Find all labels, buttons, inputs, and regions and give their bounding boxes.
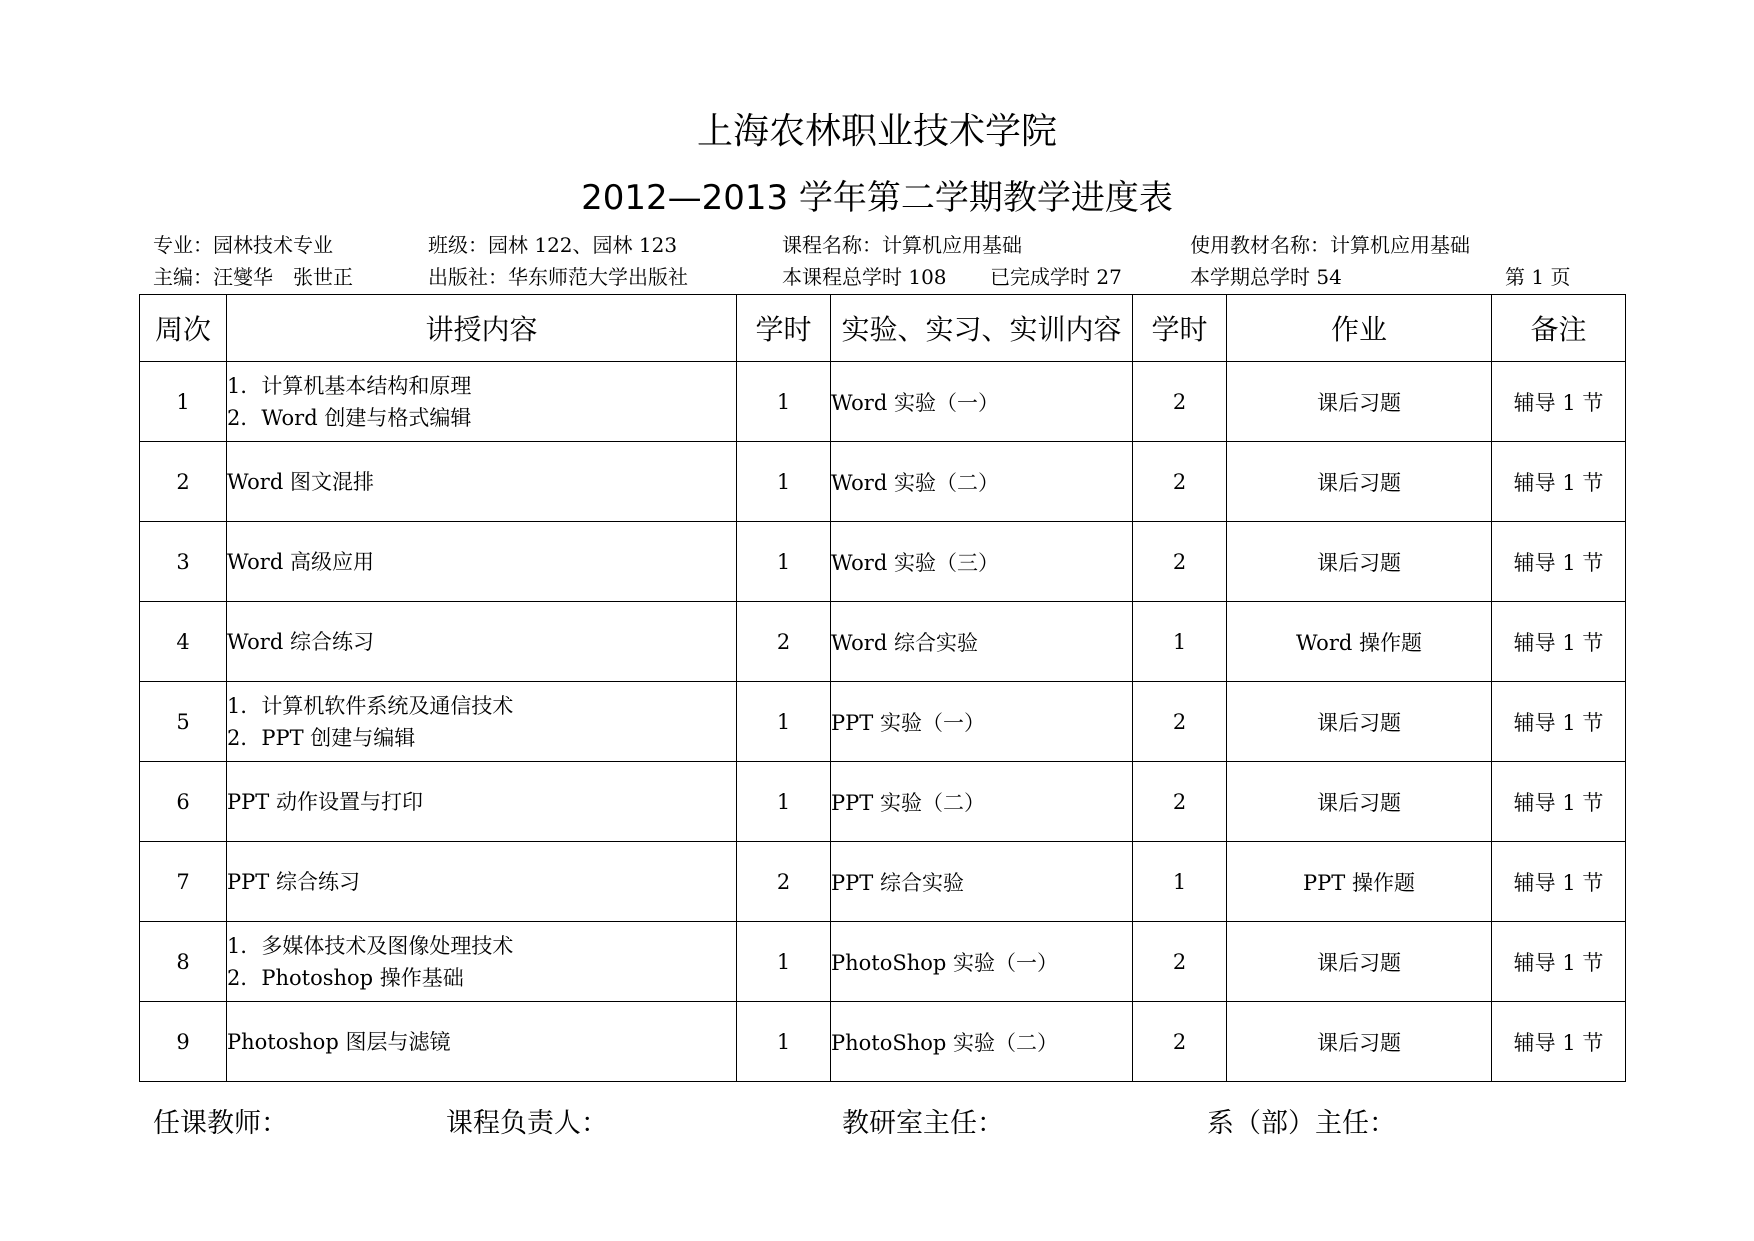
table-row [140,842,1626,922]
cell-notes: 辅导 1 节 [1492,362,1626,442]
cell-lecture-content [227,1002,737,1082]
lecture-topic: 2．Word 创建与格式编辑 [227,405,472,430]
cell-week: 2 [140,442,227,522]
cell-homework: 课后习题 [1227,362,1492,442]
cell-lecture-hours: 1 [737,522,831,602]
cell-notes: 辅导 1 节 [1492,522,1626,602]
cell-notes: 辅导 1 节 [1492,1002,1626,1082]
cell-lab-content: Word 实验（三） [831,522,1133,602]
table-row [140,682,1626,762]
cell-week: 4 [140,602,227,682]
table-row [140,922,1626,1002]
cell-lecture-content [227,762,737,842]
lecture-topic: 1．多媒体技术及图像处理技术 [227,933,514,958]
cell-lecture-content [227,842,737,922]
cell-lecture-hours: 1 [737,922,831,1002]
cell-lab-content: PPT 实验（一） [831,682,1133,762]
cell-week: 1 [140,362,227,442]
lecture-topic: 1．计算机基本结构和原理 [227,373,472,398]
footer-course-lead: 课程负责人： [446,1108,608,1139]
info-page-number: 第 1 页 [1505,265,1571,289]
cell-lecture-hours: 1 [737,1002,831,1082]
table-row [140,762,1626,842]
info-textbook: 使用教材名称：计算机应用基础 [1190,233,1470,257]
cell-notes: 辅导 1 节 [1492,682,1626,762]
cell-lecture-hours: 1 [737,762,831,842]
cell-lecture-hours: 1 [737,442,831,522]
cell-notes: 辅导 1 节 [1492,442,1626,522]
lecture-topic: PPT 动作设置与打印 [227,789,423,814]
cell-lab-content: PPT 综合实验 [831,842,1133,922]
cell-homework: PPT 操作题 [1227,842,1492,922]
cell-lecture-content [227,442,737,522]
schedule-table [139,294,1626,1082]
footer-teacher: 任课教师： [153,1108,288,1139]
lecture-topic: Word 高级应用 [227,549,374,574]
header-lab-hours: 学时 [1133,295,1227,362]
cell-notes: 辅导 1 节 [1492,602,1626,682]
info-total-hours: 本课程总学时 108 [782,265,947,289]
header-week: 周次 [140,295,227,362]
cell-homework: 课后习题 [1227,1002,1492,1082]
cell-lab-hours: 2 [1133,442,1227,522]
cell-homework: 课后习题 [1227,442,1492,522]
cell-lab-content: Word 综合实验 [831,602,1133,682]
cell-lab-hours: 2 [1133,922,1227,1002]
table-row [140,1002,1626,1082]
cell-lecture-content [227,602,737,682]
cell-lab-content: Word 实验（一） [831,362,1133,442]
header-lab-content: 实验、实习、实训内容 [831,295,1133,362]
cell-lab-hours: 2 [1133,362,1227,442]
schedule-title: 2012—2013 学年第二学期教学进度表 [581,178,1173,218]
cell-notes: 辅导 1 节 [1492,762,1626,842]
cell-week: 3 [140,522,227,602]
cell-notes: 辅导 1 节 [1492,922,1626,1002]
header-notes: 备注 [1492,295,1626,362]
cell-lecture-hours: 2 [737,602,831,682]
cell-week: 8 [140,922,227,1002]
table-row [140,522,1626,602]
cell-lecture-content [227,922,737,1002]
cell-week: 5 [140,682,227,762]
cell-lab-hours: 2 [1133,682,1227,762]
cell-lecture-hours: 1 [737,682,831,762]
table-row [140,602,1626,682]
cell-homework: 课后习题 [1227,522,1492,602]
cell-lab-content: Word 实验（二） [831,442,1133,522]
cell-lab-hours: 2 [1133,1002,1227,1082]
table-row [140,362,1626,442]
header-homework: 作业 [1227,295,1492,362]
info-major: 专业：园林技术专业 [153,233,333,257]
cell-lecture-hours: 1 [737,362,831,442]
cell-lab-hours: 1 [1133,842,1227,922]
table-row [140,442,1626,522]
header-lecture-hours: 学时 [737,295,831,362]
info-editor: 主编：汪燮华 张世正 [153,265,353,289]
header-lecture-content: 讲授内容 [227,295,737,362]
info-semester-hours: 本学期总学时 54 [1190,265,1342,289]
lecture-topic: PPT 综合练习 [227,869,360,894]
info-class: 班级：园林 122、园林 123 [428,233,678,257]
lecture-topic: 1．计算机软件系统及通信技术 [227,693,514,718]
lecture-topic: Photoshop 图层与滤镜 [227,1029,451,1054]
lecture-topic: Word 综合练习 [227,629,374,654]
cell-week: 9 [140,1002,227,1082]
info-publisher: 出版社：华东师范大学出版社 [428,265,688,289]
cell-week: 6 [140,762,227,842]
table-header-row [140,295,1626,362]
cell-lab-content: PhotoShop 实验（一） [831,922,1133,1002]
cell-lab-hours: 2 [1133,762,1227,842]
lecture-topic: Word 图文混排 [227,469,374,494]
cell-homework: Word 操作题 [1227,602,1492,682]
cell-lab-content: PhotoShop 实验（二） [831,1002,1133,1082]
cell-lecture-content [227,682,737,762]
info-course: 课程名称：计算机应用基础 [782,233,1022,257]
cell-lecture-content [227,522,737,602]
cell-homework: 课后习题 [1227,922,1492,1002]
cell-lecture-hours: 2 [737,842,831,922]
cell-homework: 课后习题 [1227,762,1492,842]
footer-office-director: 教研室主任： [842,1108,1004,1139]
info-completed-hours: 已完成学时 27 [990,265,1122,289]
cell-lab-hours: 2 [1133,522,1227,602]
cell-week: 7 [140,842,227,922]
cell-lecture-content [227,362,737,442]
lecture-topic: 2．Photoshop 操作基础 [227,965,464,990]
lecture-topic: 2．PPT 创建与编辑 [227,725,416,750]
cell-notes: 辅导 1 节 [1492,842,1626,922]
school-title: 上海农林职业技术学院 [696,111,1057,152]
cell-lab-content: PPT 实验（二） [831,762,1133,842]
schedule-body [140,362,1626,1082]
footer-dept-director: 系（部）主任： [1207,1108,1396,1139]
cell-lab-hours: 1 [1133,602,1227,682]
cell-homework: 课后习题 [1227,682,1492,762]
